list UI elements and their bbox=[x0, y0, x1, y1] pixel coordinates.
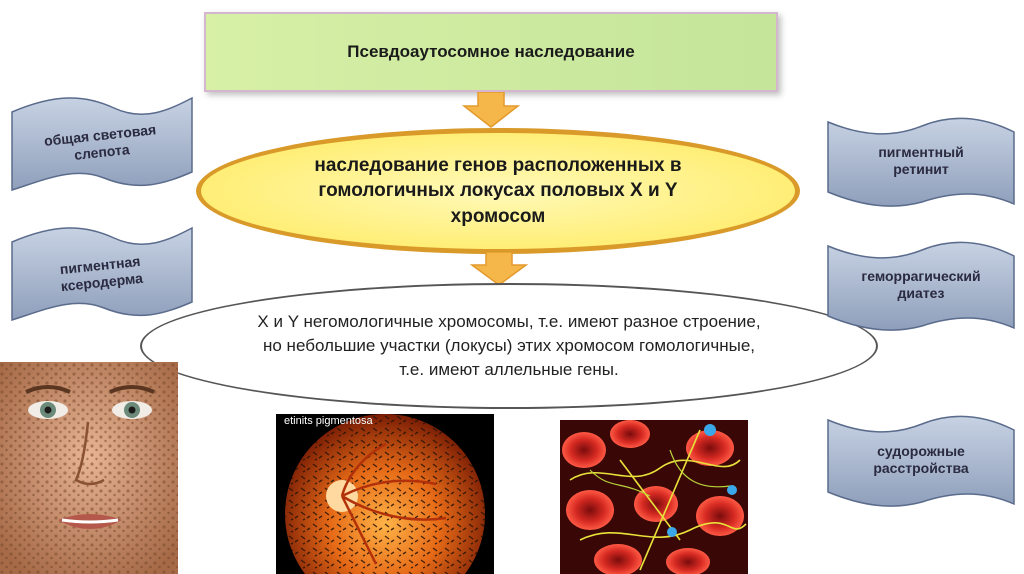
down-arrow-icon bbox=[462, 92, 520, 128]
blood-cells-illustration bbox=[560, 420, 748, 574]
main-definition-text: наследование генов расположенных в гомологичных локусах половых X и Y хромосом bbox=[314, 154, 682, 227]
disease-label: судорожные расстройства bbox=[873, 442, 969, 476]
banner-seizures bbox=[822, 410, 1020, 510]
main-definition bbox=[196, 128, 800, 254]
banner-light-blindness bbox=[4, 92, 198, 196]
down-arrow-icon bbox=[470, 252, 528, 286]
explanation bbox=[140, 283, 878, 409]
disease-label: пигментная ксеродерма bbox=[59, 252, 144, 295]
banner-xeroderma bbox=[4, 222, 198, 326]
disease-label: пигментный ретинит bbox=[878, 143, 964, 177]
retina-illustration bbox=[276, 414, 494, 574]
face-photo bbox=[0, 362, 178, 574]
retina-caption: etinits pigmentosa bbox=[284, 415, 373, 427]
disease-label: общая световая слепота bbox=[43, 120, 157, 163]
retina-photo bbox=[276, 414, 494, 574]
page-title: Псевдоаутосомное наследование bbox=[347, 42, 635, 61]
face-illustration bbox=[0, 362, 178, 574]
title-box bbox=[204, 12, 778, 92]
banner-hemorrhagic bbox=[822, 236, 1020, 334]
banner-retinitis bbox=[822, 112, 1020, 210]
disease-label: геморрагический диатез bbox=[861, 267, 981, 301]
blood-cells-photo bbox=[560, 420, 748, 574]
explanation-text: X и Y негомологичные хромосомы, т.е. имеют разное строение, но небольшие участки (локусы) этих хромосом гомологичные, т.е. имеют аллельные гены. bbox=[257, 312, 761, 379]
